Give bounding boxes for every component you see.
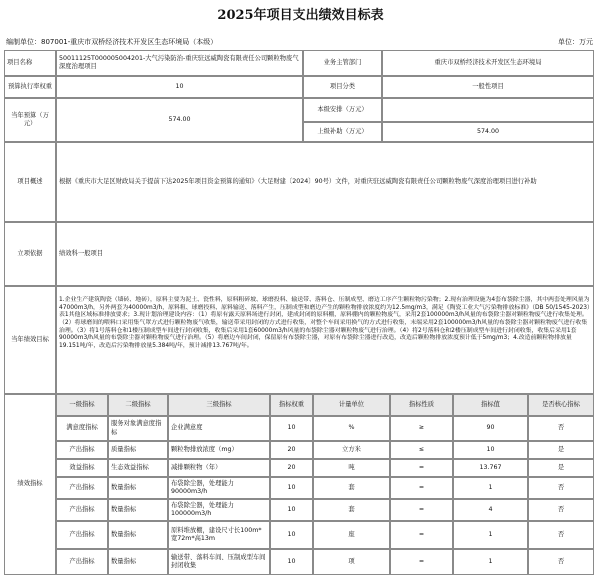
indicator-cell: 服务对象满意度指标 [108, 416, 168, 441]
indicator-cell: 颗粒物排放浓度（mg） [168, 441, 270, 459]
project-name-label: 项目名称 [4, 50, 56, 76]
indicator-cell: 是 [528, 459, 594, 477]
indicator-cell: 13.767 [453, 459, 528, 477]
indicator-cell: 满意度指标 [56, 416, 108, 441]
unit-row [6, 37, 593, 49]
indicator-cell: ≥ [390, 416, 453, 441]
col-header-weight: 指标权重 [270, 394, 313, 416]
col-header-value: 指标值 [453, 394, 528, 416]
indicator-cell: 否 [528, 477, 594, 499]
indicator-cell: 套 [313, 477, 390, 499]
indicator-cell: 产出指标 [56, 499, 108, 521]
indicator-cell: 吨 [313, 459, 390, 477]
own-arrange-label: 本级安排（万元） [303, 98, 382, 122]
indicator-cell: 10 [270, 477, 313, 499]
indicator-cell: 数量指标 [108, 521, 168, 549]
indicator-cell: 10 [453, 441, 528, 459]
indicator-cell: 10 [270, 549, 313, 575]
col-header-unit: 计量单位 [313, 394, 390, 416]
indicator-cell: 项 [313, 549, 390, 575]
indicator-cell: 1 [453, 477, 528, 499]
annual-goal-text: 1.企业生产建筑陶瓷（墙砖、地砖），原料主要为泥土、瓷性料，原料粗碎坡、球磨投料、输送带、落料仓、压制成型、磨边工序产生颗粒物污染物；2.现有治理设施为4套布袋除尘器，其中两套处理风量为47000m3/h，另外两套为40000m3/h，原料粗、球磨投料、原料输送、落料产生，压制成型和磨边产生的颗粒物排放浓度约为12.5mg/m3，满足《陶瓷工业大气污染物排放标准》（DB 50/1545-2023）表1其他区域标准排放要求；3.现计划治理建设内容：（1）将原有露天原料场进行封闭，建成封闭的原料棚，原料棚内的颗粒物废气，采用2套100000m3/h风量的布袋除尘器对颗粒物废气进行收集处理。（2）将球磨间的喂料口采用集气罩方式进行颗粒物废气收集，输送带采用封闭的方式进行收集，对整个车间采用换气的方式进行收集，末端采用2套100000m3/h风量的布袋除尘器对颗粒物废气进行收集治理。（3）将1号落料仓和1楼压制成型车间进行封闭收集，收集后采用1套60000m3/h风量的布袋除尘器对颗粒物废气进行治理。（4）将2号落料仓和2楼压制成型车间进行封闭收集，收集后采用1套90000m3/h风量的布袋除尘器对颗粒物废气进行治理。（5）将磨边车间封闭，保留原有布袋除尘器，对原有布袋除尘器进行改造，改造后颗粒物排放浓度预计低于5mg/m3；4.改造前颗粒物排放量19.151吨/年，改造后污染物排放量5.384吨/年，预计减排13.767吨/年。 [56, 286, 594, 394]
indicator-cell: 原料堆放棚，建设尺寸长100m*宽72m*高13m [168, 521, 270, 549]
indicator-cell: 1 [453, 549, 528, 575]
indicator-cell: 4 [453, 499, 528, 521]
indicators-section-label: 绩效指标 [4, 394, 56, 575]
indicator-cell: 输送带、落料车间、压制成型车间封闭收集 [168, 549, 270, 575]
indicator-cell: 90 [453, 416, 528, 441]
indicator-cell: 套 [313, 499, 390, 521]
budget-value: 574.00 [56, 98, 303, 142]
col-header-level1: 一级指标 [56, 394, 108, 416]
indicator-cell: 10 [270, 416, 313, 441]
category-value: 一般性项目 [382, 76, 594, 98]
indicator-cell: 座 [313, 521, 390, 549]
indicator-cell: 效益指标 [56, 459, 108, 477]
indicator-cell: = [390, 477, 453, 499]
indicator-cell: 质量指标 [108, 441, 168, 459]
indicator-cell: 20 [270, 459, 313, 477]
col-header-nature: 指标性质 [390, 394, 453, 416]
indicator-cell: 企业满意度 [168, 416, 270, 441]
indicator-cell: 10 [270, 499, 313, 521]
indicator-cell: 10 [270, 521, 313, 549]
col-header-level3: 三级指标 [168, 394, 270, 416]
indicator-cell: = [390, 499, 453, 521]
indicator-cell: 布袋除尘器，处理能力100000m3/h [168, 499, 270, 521]
own-arrange-value [382, 98, 594, 122]
annual-goal-label: 当年绩效目标 [4, 286, 56, 394]
exec-weight-value: 10 [56, 76, 303, 98]
indicator-cell: 否 [528, 416, 594, 441]
budget-label: 当年预算（万元） [4, 98, 56, 142]
indicator-cell: 否 [528, 549, 594, 575]
overview-text: 根据《重庆市大足区财政局关于提前下达2025年项目资金预算的通知》（大足财建〔2024〕90号）文件，对重庆驻远威陶瓷有限责任公司颗粒物废气深度治理项目进行补助 [56, 142, 594, 222]
indicator-cell: 是 [528, 441, 594, 459]
indicator-cell: 数量指标 [108, 499, 168, 521]
indicator-cell: 立方米 [313, 441, 390, 459]
indicator-cell: 20 [270, 441, 313, 459]
indicator-cell: 数量指标 [108, 549, 168, 575]
indicator-cell: 1 [453, 521, 528, 549]
exec-weight-label: 预算执行率权重 [4, 76, 56, 98]
currency-unit: 单位：万元 [558, 38, 593, 46]
indicator-cell: 数量指标 [108, 477, 168, 499]
unit-value: 807001-重庆市双桥经济技术开发区生态环境局（本级） [41, 38, 218, 46]
superior-subsidy-value: 574.00 [382, 122, 594, 142]
performance-table [4, 50, 594, 575]
indicator-cell: = [390, 521, 453, 549]
col-header-core: 是否核心指标 [528, 394, 594, 416]
indicator-cell: ≤ [390, 441, 453, 459]
indicator-cell: 产出指标 [56, 549, 108, 575]
overview-label: 项目概述 [4, 142, 56, 222]
col-header-level2: 二级指标 [108, 394, 168, 416]
indicator-cell: = [390, 549, 453, 575]
page-title: 2025年项目支出绩效目标表 [217, 8, 384, 23]
basis-text: 绩效科一般项目 [56, 222, 594, 286]
category-label: 项目分类 [303, 76, 382, 98]
indicator-cell: = [390, 459, 453, 477]
dept-label: 业务主管部门 [303, 50, 382, 76]
indicator-cell: 减排颗粒物（年） [168, 459, 270, 477]
indicator-cell: 否 [528, 521, 594, 549]
unit-label: 编制单位： [6, 38, 41, 46]
project-name-value: 50011125T000005004201-大气污染防治-重庆驻远威陶瓷有限责任公司颗粒物废气深度治理项目 [56, 50, 303, 76]
indicator-cell: % [313, 416, 390, 441]
indicator-cell: 产出指标 [56, 477, 108, 499]
dept-value: 重庆市双桥经济技术开发区生态环境局 [382, 50, 594, 76]
basis-label: 立项依据 [4, 222, 56, 286]
superior-subsidy-label: 上级补助（万元） [303, 122, 382, 142]
unit-info [6, 37, 217, 47]
indicator-cell: 产出指标 [56, 521, 108, 549]
indicator-cell: 生态效益指标 [108, 459, 168, 477]
indicator-cell: 产出指标 [56, 441, 108, 459]
indicator-cell: 否 [528, 499, 594, 521]
indicator-cell: 布袋除尘器，处理能力90000m3/h [168, 477, 270, 499]
